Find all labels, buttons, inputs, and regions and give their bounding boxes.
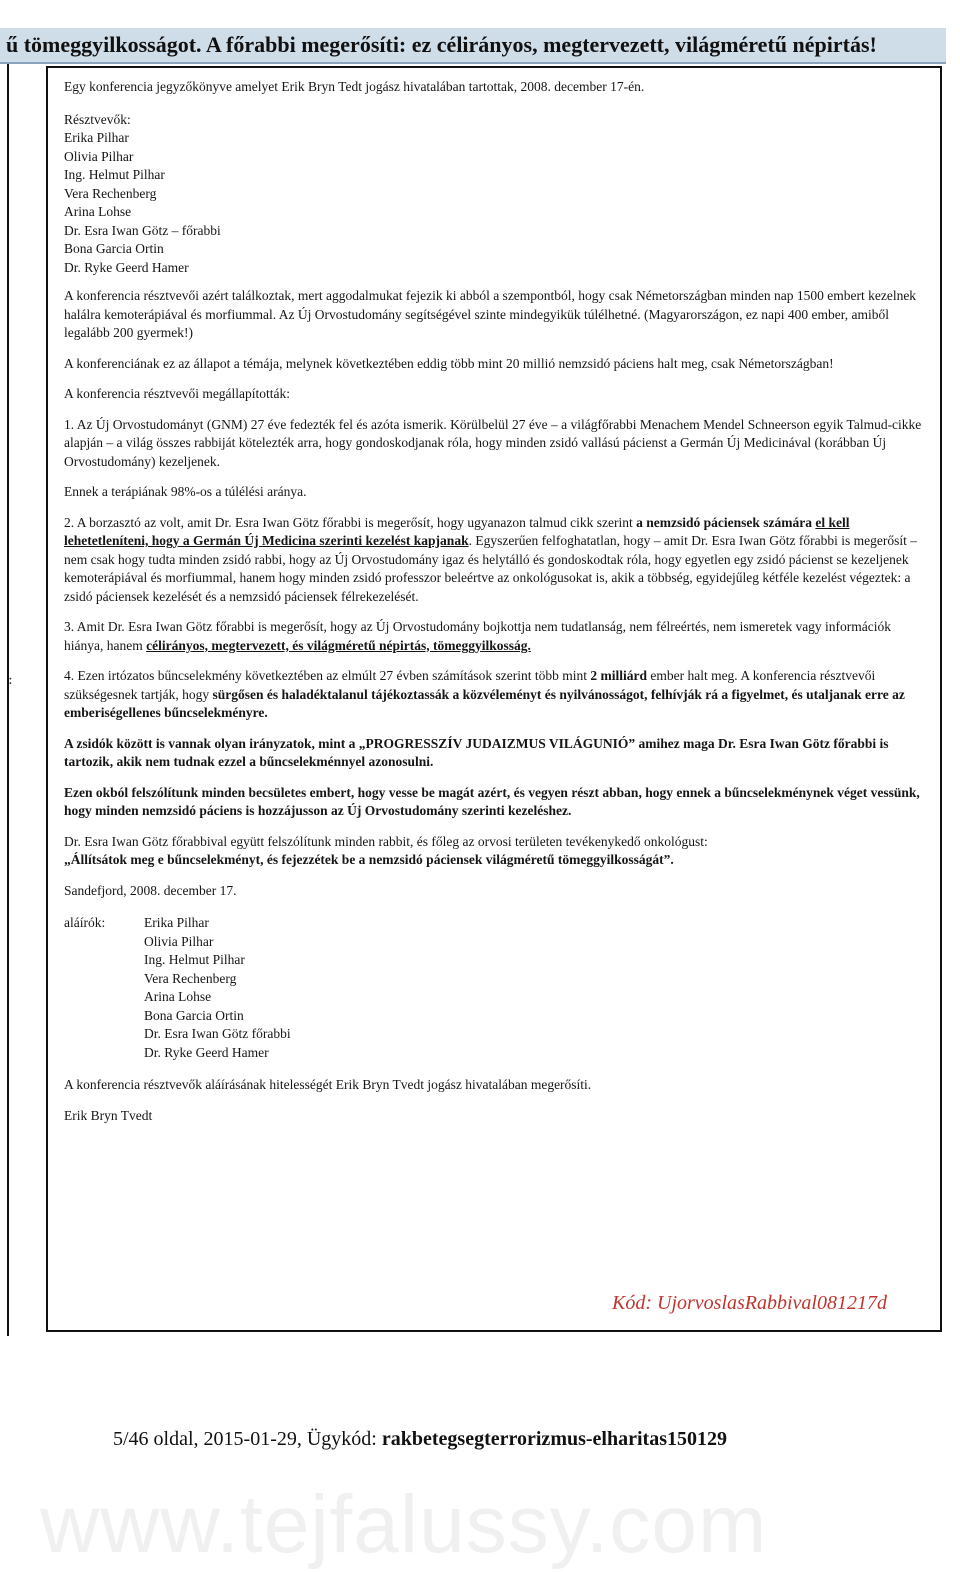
margin-mark: : <box>8 672 13 688</box>
code-stamp: Kód: UjorvoslasRabbival081217d <box>612 1292 887 1314</box>
call-quote: „Állítsátok meg e bűncselekményt, és fejezzétek be a nemzsidó páciensek világméretű tömeggyilkosságát”. <box>64 852 674 867</box>
findings-label: A konferencia résztvevői megállapították: <box>64 386 291 401</box>
point-2-bold: a nemzsidó páciensek számára <box>636 514 816 530</box>
call-paragraph: Dr. Esra Iwan Götz főrabbival együtt felszólítunk minden rabbit, és főleg az orvosi területen tevékenykedő onkológust: <box>64 833 708 849</box>
page-footer <box>113 1428 873 1451</box>
authentication-line: A konferencia résztvevők aláírásának hitelességét Erik Bryn Tvedt jogász hivatalában megerősíti. <box>64 1077 592 1092</box>
signer: Dr. Esra Iwan Götz főrabbi <box>144 1026 291 1041</box>
participant: Dr. Ryke Geerd Hamer <box>64 259 189 275</box>
left-margin-rule <box>7 64 9 1336</box>
survival-rate: Ennek a terápiának 98%-os a túlélési aránya. <box>64 484 307 499</box>
signers-label: aláírók: <box>64 915 106 930</box>
point-2-text: 2. A borzasztó az volt, amit Dr. Esra Iwan Götz főrabbi is megerősít, hogy ugyanazon talmud cikk szerint <box>64 514 637 530</box>
site-watermark: www.tejfalussy.com <box>40 1479 768 1570</box>
footer-case-code: rakbetegsegterrorizmus-elharitas150129 <box>381 1428 727 1450</box>
signer: Arina Lohse <box>144 989 212 1004</box>
participant: Vera Rechenberg <box>64 185 157 201</box>
point-4-bold: sürgősen és haladéktalanul tájékoztassák a közvéleményt és nyilvánosságot, felhívják rá a figyelmet, és utaljanak erre az emberiségellenes bűncselekményre. <box>64 686 905 720</box>
point-2 <box>64 514 924 607</box>
concern-paragraph: A konferencia résztvevői azért találkoztak, mert aggodalmukat fejezik ki abból a szempontból, hogy csak Németországban minden nap 1500 embert kezelnek halálra kemoterápiával és morfiummal. Az Új Orvostudomány segítségével szinte mindegyikük túlélhetné. (Magyarországon, ez napi 400 ember, amiből legalább 200 gyermek!) <box>64 288 917 340</box>
signer: Bona Garcia Ortin <box>144 1007 244 1023</box>
progressive-paragraph: A zsidók között is vannak olyan irányzatok, mint a „PROGRESSZÍV JUDAIZMUS VILÁGUNIÓ” amihez maga Dr. Esra Iwan Götz főrabbi is tartozik, akik nem tudnak ezzel a bűncselekménnyel azonosulni. <box>64 735 889 769</box>
point-4 <box>64 667 924 723</box>
point-4-text-2: ember halt meg. A konferencia résztvevői szükségesnek tartják, hogy <box>64 668 876 702</box>
footer-page-info: 5/46 oldal, 2015-01-29, Ügykód: <box>113 1428 382 1450</box>
point-2-rest: . Egyszerűen felfoghatatlan, hogy – amit Dr. Esra Iwan Götz főrabbi is megerősít – nem csak hogy tudta minden zsidó rabbi, hogy az Új Orvostudomány igaz és helytálló és gondoskodtak róla, hogy egyetlen egy zsidó pácienst se kezeljenek kemoterápiával és morfiummal, hanem hogy minden zsidó professzor beleértve az onkológusokat is, akik a többség, egyidejűleg kétféle kezelést végeztek: a zsidó páciensek kezelését és a nemzsidó páciensek félrekezelését. <box>64 533 917 604</box>
participant: Erika Pilhar <box>64 130 129 145</box>
place-date: Sandefjord, 2008. december 17. <box>64 882 237 898</box>
participant: Arina Lohse <box>64 204 132 219</box>
appeal-paragraph: Ezen okból felszólítunk minden becsületes embert, hogy vesse be magát azért, és vegyen részt abban, hogy ennek a bűncselekménynek véget vessünk, hogy minden nemzsidó páciens is hozzájusson az Új Orvostudomány szerinti kezeléshez. <box>64 784 920 818</box>
signer: Erika Pilhar <box>144 915 209 930</box>
document-body <box>64 78 924 1125</box>
point-3-underlined: célirányos, megtervezett, és világméretű népirtás, tömeggyilkosság. <box>146 637 531 653</box>
participant: Dr. Esra Iwan Götz – főrabbi <box>64 222 221 238</box>
point-2-underlined: el kell lehetetleníteni, hogy a Germán Új Medicina szerinti kezelést kapjanak <box>64 514 850 548</box>
point-3 <box>64 618 924 655</box>
point-4-text: 4. Ezen irtózatos bűncselekmény következtében az elmúlt 27 évben számítások szerint több mint <box>64 668 591 683</box>
point-3-text: 3. Amit Dr. Esra Iwan Götz főrabbi is megerősít, hogy az Új Orvostudomány bojkottja nem tudatlanság, nem félreértés, nem ismeretek vagy információk hiánya, hanem <box>64 619 892 653</box>
participant: Olivia Pilhar <box>64 148 134 164</box>
participants-list <box>64 129 924 277</box>
signer: Dr. Ryke Geerd Hamer <box>144 1044 269 1060</box>
signers-block <box>64 914 924 1062</box>
point-4-bold-figure: 2 milliárd <box>590 668 647 683</box>
page-headline: ű tömeggyilkosságot. A főrabbi megerősíti: ez célirányos, megtervezett, világméretű népirtás! <box>0 28 946 64</box>
intro-line: Egy konferencia jegyzőkönyve amelyet Erik Bryn Tedt jogász hivatalában tartottak, 2008. december 17-én. <box>64 79 645 94</box>
participant: Bona Garcia Ortin <box>64 241 164 256</box>
participants-label: Résztvevők: <box>64 111 131 127</box>
topic-paragraph: A konferenciának ez az állapot a témája, melynek következtében eddig több mint 20 millió nemzsidó páciens halt meg, csak Németországban! <box>64 355 834 371</box>
signer: Ing. Helmut Pilhar <box>144 952 245 967</box>
attorney-name: Erik Bryn Tvedt <box>64 1107 153 1123</box>
signer: Olivia Pilhar <box>144 933 214 949</box>
signers-list <box>144 914 291 1062</box>
signer: Vera Rechenberg <box>144 970 237 986</box>
point-1: 1. Az Új Orvostudományt (GNM) 27 éve fedezték fel és azóta ismerik. Körülbelül 27 éve – a világfőrabbi Menachem Mendel Schneerson egyik Talmud-cikke alapján – a világ összes rabbiját kötelezték arra, hogy gondoskodjanak róla, hogy minden zsidó vallású pácienst a Germán Új Medicinával (korábban Új Orvostudomány) kezeljenek. <box>64 416 922 469</box>
participant: Ing. Helmut Pilhar <box>64 167 165 182</box>
